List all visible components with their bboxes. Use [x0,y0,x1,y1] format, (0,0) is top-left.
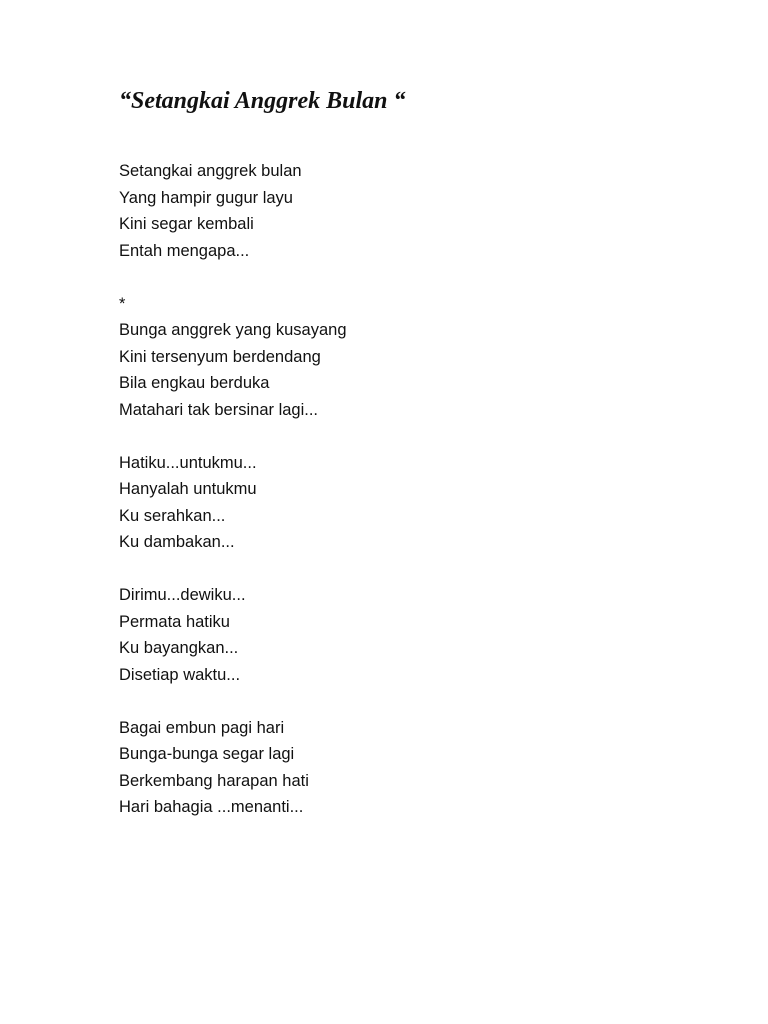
lyric-line: Yang hampir gugur layu [119,188,293,207]
stanza-1 [119,158,347,264]
lyric-line: Ku bayangkan... [119,639,239,657]
lyric-line: Kini tersenyum berdendang [119,347,321,366]
chorus-marker: * [119,294,126,313]
lyric-line: Bunga-bunga segar lagi [119,745,295,763]
lyric-line: Hanyalah untukmu [119,480,257,498]
lyric-line: Matahari tak bersinar lagi... [119,400,319,419]
lyric-line: Berkembang harapan hati [119,771,309,790]
stanza-2 [119,291,347,424]
lyric-line: Disetiap waktu... [119,665,241,684]
lyric-line: Hari bahagia ...menanti... [119,798,304,816]
stanza-3 [119,450,347,556]
lyric-line: Entah mengapa... [119,241,250,260]
stanza-5 [119,715,347,821]
lyric-line: Bagai embun pagi hari [119,718,285,737]
lyric-line: Ku dambakan... [119,533,235,551]
stanza-4 [119,582,347,688]
lyric-line: Kini segar kembali [119,215,254,233]
lyric-line: Hatiku...untukmu... [119,453,257,472]
lyric-line: Setangkai anggrek bulan [119,162,302,180]
lyric-line: Ku serahkan... [119,506,226,525]
lyrics-body [119,158,347,847]
lyric-line: Bunga anggrek yang kusayang [119,321,347,339]
lyric-line: Bila engkau berduka [119,374,270,392]
lyric-line: Dirimu...dewiku... [119,586,246,604]
lyric-line: Permata hatiku [119,612,230,631]
song-title: “Setangkai Anggrek Bulan “ [119,88,406,114]
